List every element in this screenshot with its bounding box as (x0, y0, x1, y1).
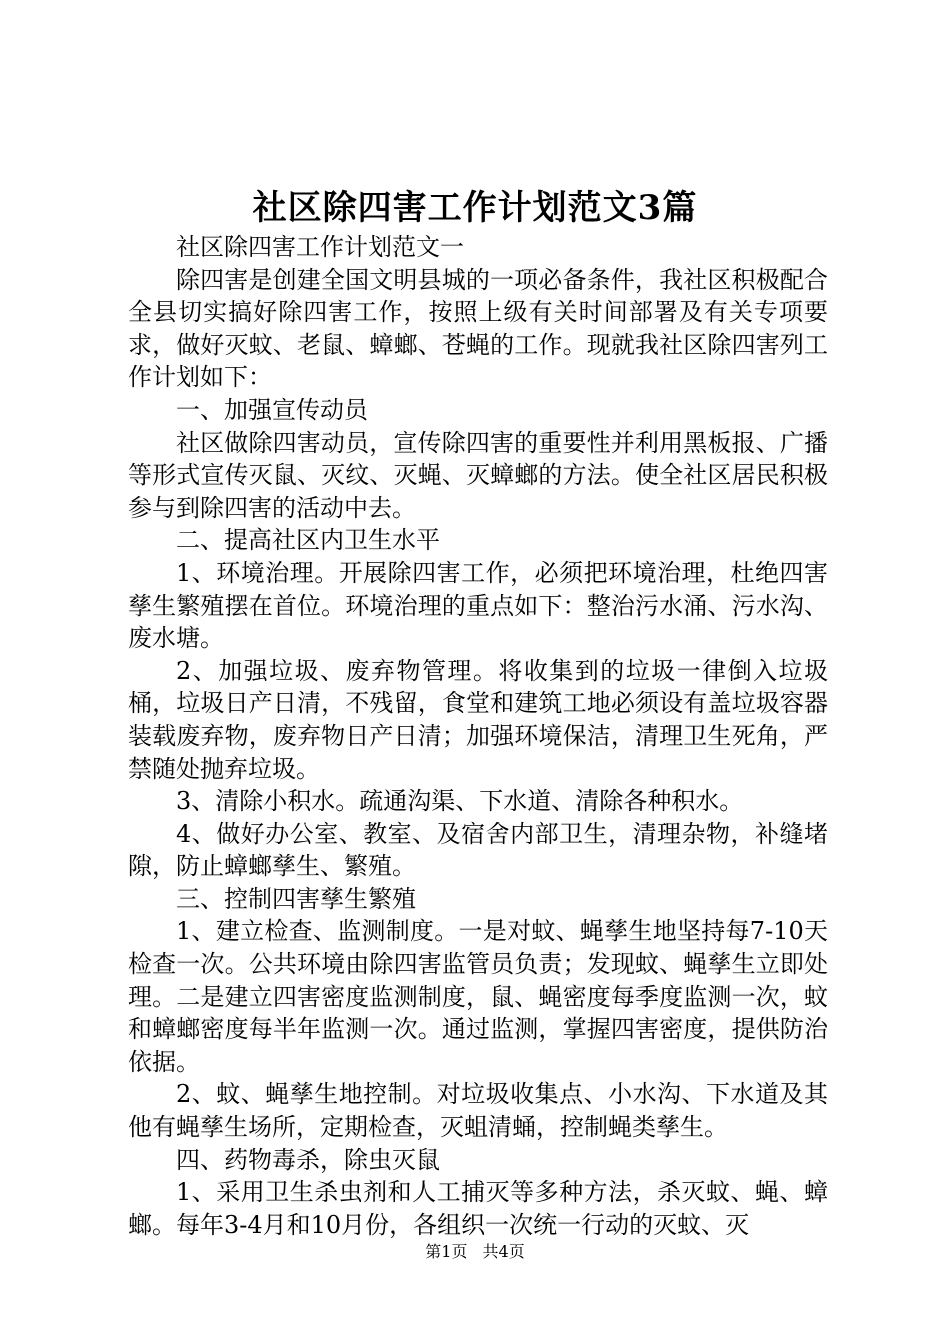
page-total: 共4页 (482, 1242, 525, 1261)
paragraph: 2、蚊、蝇孳生地控制。对垃圾收集点、小水沟、下水道及其他有蝇孳生场所，定期检查，灭蛆清蛹，控制蝇类孳生。 (128, 1080, 828, 1142)
page-number: 第1页 (425, 1242, 468, 1261)
paragraph: 社区做除四害动员，宣传除四害的重要性并利用黑板报、广播等形式宣传灭鼠、灭纹、灭蝇、灭蟑螂的方法。使全社区居民积极参与到除四害的活动中去。 (128, 428, 828, 522)
section-heading: 三、控制四害孳生繁殖 (176, 884, 416, 913)
paragraph: 1、建立检查、监测制度。一是对蚊、蝇孳生地坚持每7-10天检查一次。公共环境由除四害监管员负责；发现蚊、蝇孳生立即处理。二是建立四害密度监测制度，鼠、蝇密度每季度监测一次，蚊和蟑螂密度每半年监测一次。通过监测，掌握四害密度，提供防治依据。 (128, 917, 828, 1076)
paragraph: 除四害是创建全国文明县城的一项必备条件，我社区积极配合全县切实搞好除四害工作，按照上级有关时间部署及有关专项要求，做好灭蚊、老鼠、蟑螂、苍蝇的工作。现就我社区除四害列工作计划如下： (128, 265, 828, 392)
document-body (128, 231, 828, 1241)
paragraph: 3、清除小积水。疏通沟渠、下水道、清除各种积水。 (176, 787, 744, 816)
paragraph: 2、加强垃圾、废弃物管理。将收集到的垃圾一律倒入垃圾桶，垃圾日产日清，不残留，食堂和建筑工地必须设有盖垃圾容器装载废弃物，废弃物日产日清；加强环境保洁，清理卫生死角，严禁随处抛弃垃圾。 (128, 656, 828, 783)
paragraph: 1、环境治理。开展除四害工作，必须把环境治理，杜绝四害孳生繁殖摆在首位。环境治理的重点如下：整治污水涌、污水沟、废水塘。 (128, 558, 828, 653)
section-heading: 四、药物毒杀，除虫灭鼠 (176, 1145, 440, 1174)
section-heading: 社区除四害工作计划范文一 (176, 233, 464, 261)
page-footer (0, 1240, 950, 1264)
section-heading: 二、提高社区内卫生水平 (176, 526, 440, 555)
section-heading: 一、加强宣传动员 (176, 395, 368, 424)
paragraph: 4、做好办公室、教室、及宿舍内部卫生，清理杂物，补缝堵隙，防止蟑螂孳生、繁殖。 (128, 819, 828, 881)
paragraph: 1、采用卫生杀虫剂和人工捕灭等多种方法，杀灭蚊、蝇、蟑螂。每年3-4月和10月份，各组织一次统一行动的灭蚊、灭 (128, 1178, 828, 1239)
document-title: 社区除四害工作计划范文3篇 (252, 188, 698, 228)
